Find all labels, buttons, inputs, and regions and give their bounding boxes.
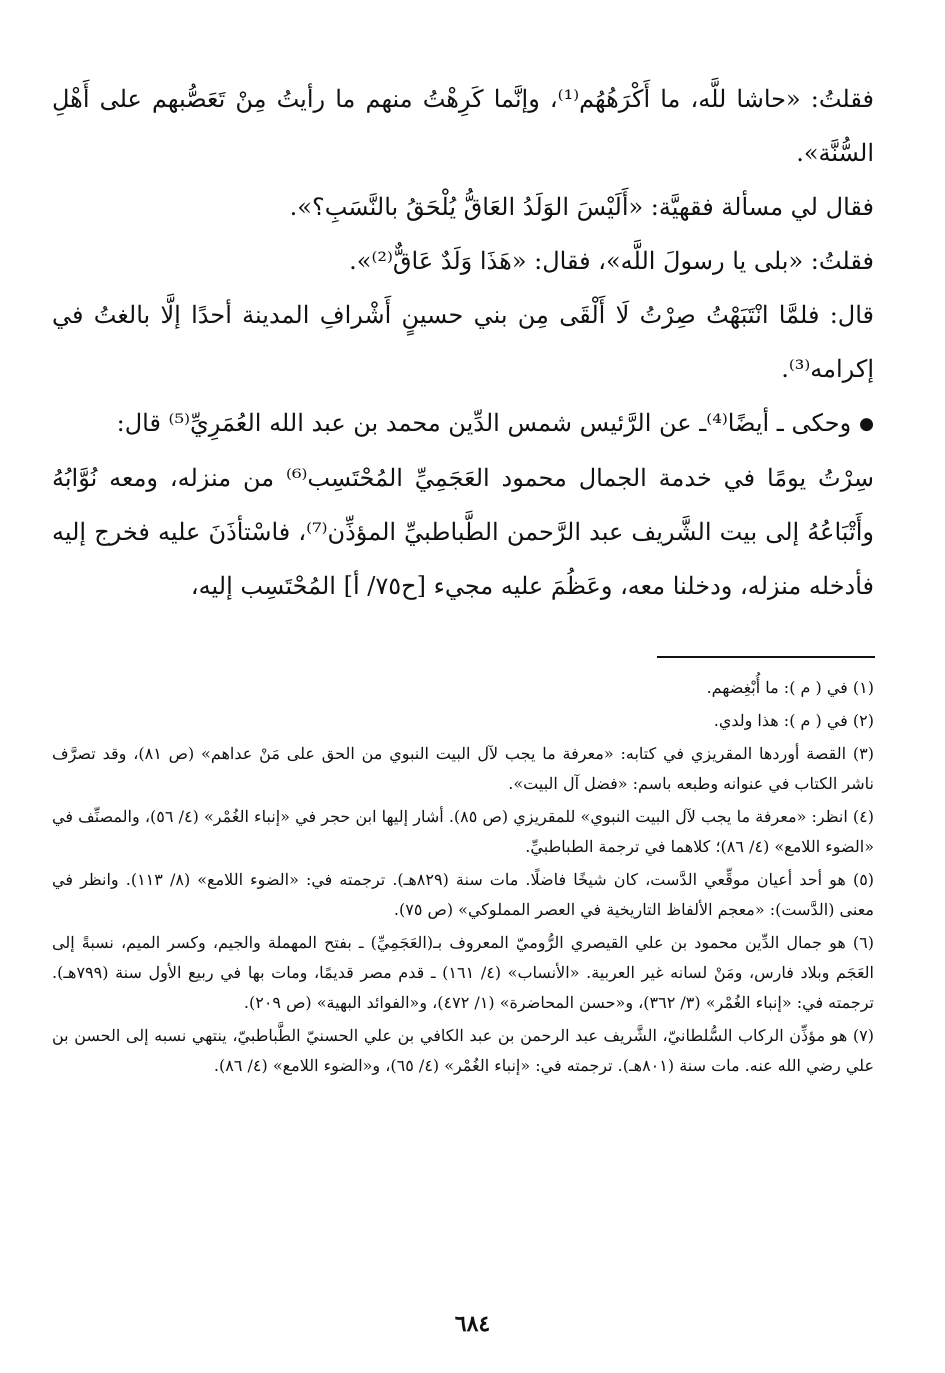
paragraph-3: فقلتُ: «بلى يا رسولَ اللَّه»، فقال: «هَذَا وَلَدٌ عَاقٌّ⁽²⁾». — [349, 247, 874, 275]
paragraph-5-bullet: ● وحكى ـ أيضًا⁽⁴⁾ـ عن الرَّئيس شمس الدِّين محمد بن عبد الله العُمَرِيِّ⁽⁵⁾ قال: — [52, 396, 874, 451]
paragraph-6: سِرْتُ يومًا في خدمة الجمال محمود العَجَمِيِّ المُحْتَسِب⁽⁶⁾ من منزله، ومعه نُوَّابُهُ وأَتْبَاعُهُ إلى بيت الشَّريف عبد الرَّحمن الطَّباطبيِّ المؤذِّن⁽⁷⁾، فاسْتأذَنَ عليه فخرج إليه فأدخله منزله، ودخلنا معه، وعَظُمَ عليه مجيء [ح٧٥/ أ] المُحْتَسِب إليه، — [52, 464, 874, 600]
page-number: ٦٨٤ — [454, 1311, 491, 1337]
footnote-2: (٢) في ( م ): هذا ولدي. — [713, 711, 874, 730]
paragraph-2: فقال لي مسألة فقهيَّة: «أَلَيْسَ الوَلَدُ العَاقُّ يُلْحَقُ بالنَّسَبِ؟». — [289, 193, 874, 221]
footnote-6: (٦) هو جمال الدِّين محمود بن علي القيصري الرُّوميّ المعروف بـ(العَجَمِيِّ) ـ بفتح المهملة والجيم، وكسر الميم، نسبةً إلى العَجَم وبلاد فارس، ومَنْ لسانه غير العربية. «الأنساب» (٤/ ١٦١) ـ قدم مصر قديمًا، ومات بها في ربيع الأول سنة (٧٩٩هـ). ترجمته في: «إنباء الغُمْر» (٣/ ٣٦٢)، و«حسن المحاضرة» (١/ ٤٧٢)، و«الفوائد البهية» (ص ٢٠٩). — [52, 933, 875, 1012]
footnote-4: (٤) انظر: «معرفة ما يجب لآل البيت النبوي» للمقريزي (ص ٨٥). أشار إليها ابن حجر في «إنباء الغُمْر» (٤/ ٥٦)، والمصنِّف في «الضوء اللامع» (٤/ ٨٦)؛ كلاهما في ترجمة الطباطبيِّ. — [52, 807, 875, 856]
main-text — [52, 72, 874, 613]
footnote-separator — [657, 656, 875, 658]
paragraph-1: فقلتُ: «حاشا للَّه، ما أَكْرَهُهُم⁽¹⁾، وإنَّما كَرِهْتُ منهم ما رأيتُ مِنْ تَعَصُّبهم على أَهْلِ السُّنَّة». — [52, 85, 874, 167]
footnotes — [52, 673, 874, 1084]
paragraph-4: قال: فلمَّا انْتَبَهْتُ صِرْتُ لَا أَلْقَى مِن بني حسينٍ أَشْرافِ المدينة أحدًا إلَّا بالغتُ في إكرامه⁽³⁾. — [52, 301, 875, 383]
footnote-5: (٥) هو أحد أعيان موقِّعي الدَّست، كان شيخًا فاضلًا. مات سنة (٨٢٩هـ). ترجمته في: «الضوء اللامع» (٨/ ١١٣). وانظر في معنى (الدَّست): «معجم الألفاظ التاريخية في العصر المملوكي» (ص ٧٥). — [52, 870, 875, 919]
footnote-3: (٣) القصة أوردها المقريزي في كتابه: «معرفة ما يجب لآل البيت النبوي من الحق على مَنْ عداهم» (ص ٨١)، وقد تصرَّف ناشر الكتاب في عنوانه وطبعه باسم: «فضل آل البيت». — [52, 744, 875, 793]
footnote-7: (٧) هو مؤذِّن الركاب السُّلطانيّ، الشَّريف عبد الرحمن بن عبد الكافي بن علي الحسنيّ الطَّباطبيّ، ينتهي نسبه إلى الحسن بن علي رضي الله عنه. مات سنة (٨٠١هـ). ترجمته في: «إنباء الغُمْر» (٤/ ٦٥)، و«الضوء اللامع» (٤/ ٨٦). — [52, 1026, 874, 1075]
footnote-1: (١) في ( م ): ما أُبْغِضهم. — [706, 678, 874, 697]
